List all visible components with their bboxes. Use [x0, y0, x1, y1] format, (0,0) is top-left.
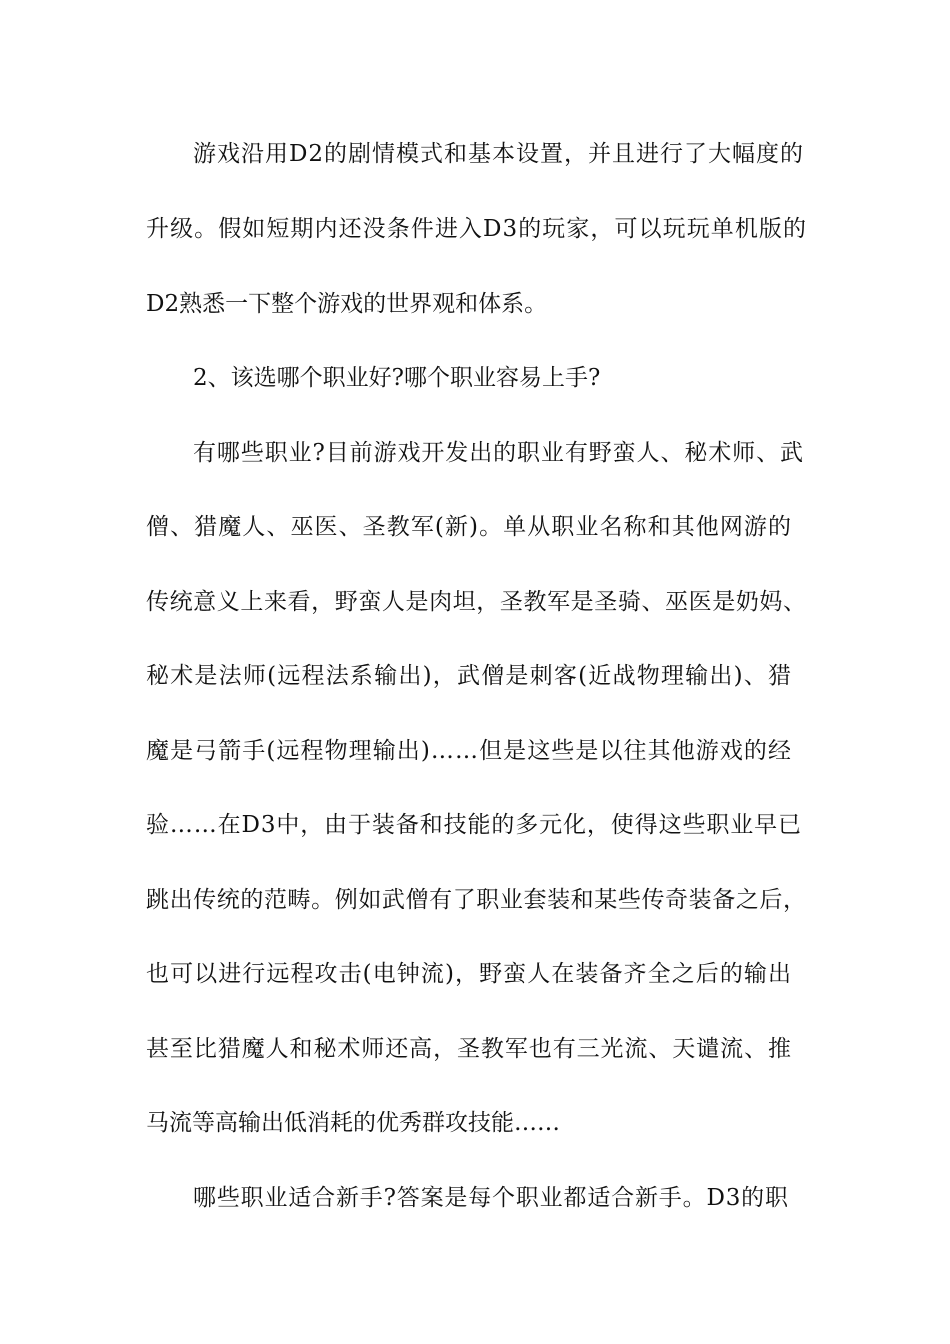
paragraph-2-line-10: 马流等高输出低消耗的优秀群攻技能…… — [146, 1110, 560, 1136]
paragraph-1-line-3: D2熟悉一下整个游戏的世界观和体系。 — [146, 291, 548, 317]
paragraph-1-line-2: 升级。假如短期内还没条件进入D3的玩家，可以玩玩单机版的 — [146, 216, 808, 242]
paragraph-2-line-2: 僧、猎魔人、巫医、圣教军(新)。单从职业名称和其他网游的 — [146, 514, 793, 540]
paragraph-3-line-1: 哪些职业适合新手?答案是每个职业都适合新手。D3的职 — [193, 1185, 789, 1211]
section-heading: 2、该选哪个职业好?哪个职业容易上手? — [193, 365, 601, 391]
paragraph-2-line-6: 验……在D3中，由于装备和技能的多元化，使得这些职业早已 — [146, 812, 802, 838]
paragraph-2-line-4: 秘术是法师(远程法系输出)，武僧是刺客(近战物理输出)、猎 — [146, 663, 793, 689]
paragraph-2-line-1: 有哪些职业?目前游戏开发出的职业有野蛮人、秘术师、武 — [193, 440, 804, 466]
paragraph-1-line-1: 游戏沿用D2的剧情模式和基本设置，并且进行了大幅度的 — [193, 141, 804, 167]
paragraph-2-line-3: 传统意义上来看，野蛮人是肉坦，圣教军是圣骑、巫医是奶妈、 — [146, 589, 807, 615]
paragraph-2-line-8: 也可以进行远程攻击(电钟流)，野蛮人在装备齐全之后的输出 — [146, 961, 793, 987]
paragraph-2-line-5: 魔是弓箭手(远程物理输出)……但是这些是以往其他游戏的经 — [146, 738, 793, 764]
paragraph-2-line-9: 甚至比猎魔人和秘术师还高，圣教军也有三光流、天谴流、推 — [146, 1036, 792, 1062]
paragraph-2-line-7: 跳出传统的范畴。例如武僧有了职业套装和某些传奇装备之后， — [146, 887, 807, 913]
